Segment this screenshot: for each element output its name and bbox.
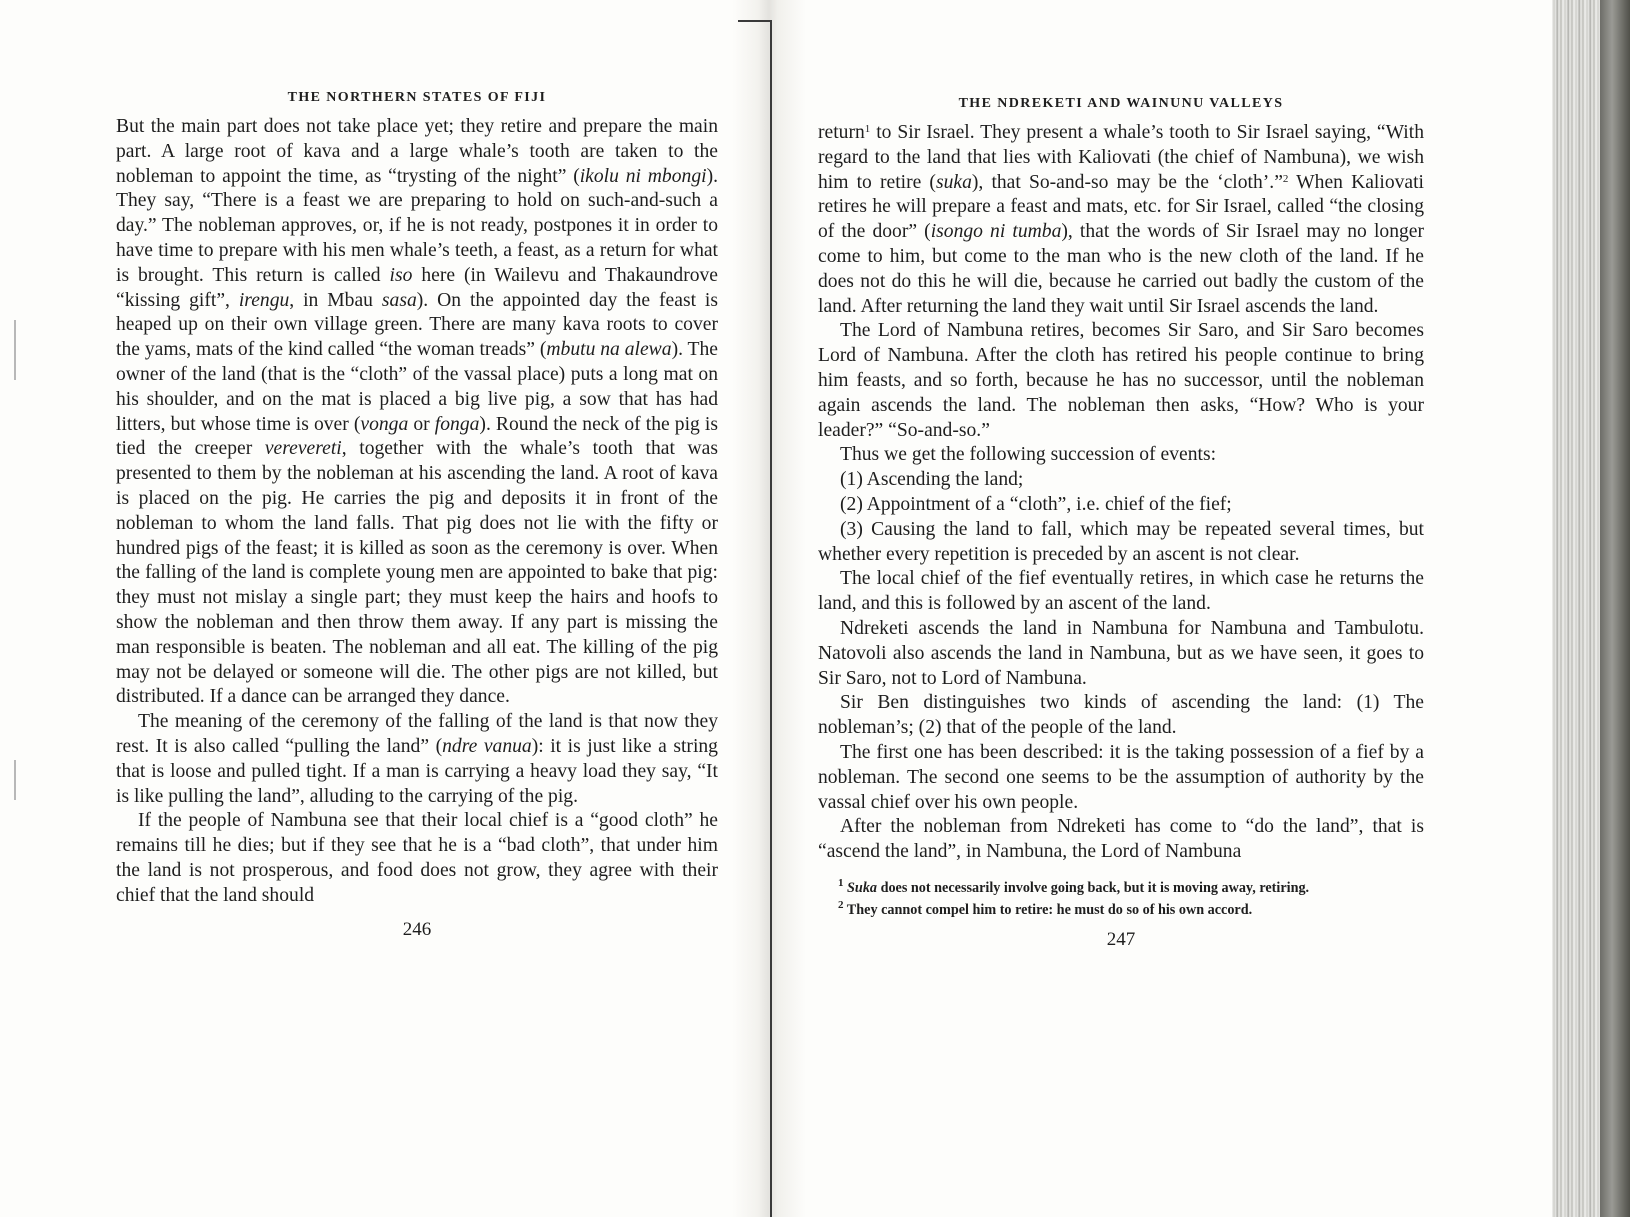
footnote: $^1$ Suka does not necessarily involve going back, but it is moving away, retiring. (838, 876, 1310, 896)
footnote: $^2$ They cannot compel him to retire: he must do so of his own accord. (838, 898, 1253, 918)
gutter-fold-line (770, 20, 772, 1217)
book-gutter (732, 0, 806, 1217)
margin-mark (14, 320, 16, 380)
right-body-text (818, 121, 1424, 865)
left-page (116, 88, 718, 941)
margin-mark (14, 760, 16, 800)
paragraph: The first one has been described: it is the taking possession of a fief by a nobleman. The second one seems to be the assumption of authority by the vassal chief over his own people. (818, 741, 1424, 813)
paragraph: The Lord of Nambuna retires, becomes Sir Saro, and Sir Saro becomes Lord of Nambuna. After the cloth has retired his people continue to bring him feasts, and so forth, because he has no successor, until the nobleman again ascends the land. The nobleman then asks, “How? Who is your leader?” “So-and-so.” (818, 320, 1424, 441)
paragraph: The local chief of the fief eventually retires, in which case he returns the land, and this is followed by an ascent of the land. (818, 568, 1424, 615)
paragraph: The meaning of the ceremony of the falling of the land is that now they rest. It is also called “pulling the land” (ndre vanua): it is just like a string that is loose and pulled tight. If a man is carrying a heavy load they say, “It is like pulling the land”, alluding to the carrying of the pig. (116, 711, 718, 807)
paragraph: Sir Ben distinguishes two kinds of ascending the land: (1) The nobleman’s; (2) that of the people of the land. (818, 692, 1424, 739)
page-number: 246 (402, 918, 432, 940)
paragraph: But the main part does not take place yet; they retire and prepare the main part. A large root of kava and a large whale’s tooth are taken to the nobleman to appoint the time, as “trysting of the night” (ikolu ni mbongi). They say, “There is a feast we are preparing to hold on such-and-such a day.” The nobleman approves, or, if he is not ready, postpones it in order to have time to prepare with his men whale’s teeth, a feast, as a return for what is brought. This return is called iso here (in Wailevu and Thakaundrove “kissing gift”, irengu, in Mbau sasa). On the appointed day the feast is heaped up on their own village green. There are many kava roots to cover the yams, mats of the kind called “the woman treads” (mbutu na alewa). The owner of the land (that is the “cloth” of the vassal place) puts a long mat on his shoulder, and on the mat is placed a big live pig, a sow that has had litters, but whose time is over (vonga or fonga). Round the neck of the pig is tied the creeper verevereti, together with the whale’s tooth that was presented to them by the nobleman at his ascending the land. A root of kava is placed on the pig. He carries the pig and deposits it in front of the nobleman to whom the land falls. That pig does not lie with the fifty or hundred pigs of the feast; it is killed as soon as the ceremony is over. When the falling of the land is complete young men are appointed to bake that pig: they must not mislay a single part; they must keep the hairs and hoofs to show the nobleman and then throw them away. If any part is missing the man responsible is beaten. The nobleman and all eat. The killing of the pig may not be delayed or someone will die. The other pigs are not killed, but distributed. If a dance can be arranged they dance. (116, 116, 719, 708)
list-item: (3) Causing the land to fall, which may be repeated several times, but whether every repetition is preceded by an ascent is not clear. (818, 518, 1424, 565)
footnotes (818, 876, 1424, 919)
left-body-text (116, 115, 718, 909)
running-header: THE NORTHERN STATES OF FIJI (287, 90, 547, 105)
right-page (818, 94, 1424, 951)
paragraph: Ndreketi ascends the land in Nambuna for Nambuna and Tambulotu. Natovoli also ascends the land in Nambuna, but as we have seen, it goes to Sir Saro, not to Lord of Nambuna. (818, 617, 1424, 689)
list-item: (2) Appointment of a “cloth”, i.e. chief of the fief; (840, 493, 1232, 515)
paragraph: If the people of Nambuna see that their local chief is a “good cloth” he remains till he dies; but if they see that he is a “bad cloth”, that under him the land is not prosperous, and food does not grow, they agree with their chief that the land should (116, 810, 718, 906)
paragraph: Thus we get the following succession of events: (840, 444, 1217, 466)
paragraph: After the nobleman from Ndreketi has come to “do the land”, that is “ascend the land”, in Nambuna, the Lord of Nambuna (818, 816, 1424, 863)
gutter-tick (738, 20, 772, 22)
book-cover-edge (1600, 0, 1630, 1217)
paragraph: return$^1$ to Sir Israel. They present a whale’s tooth to Sir Israel saying, “With regard to the land that lies with Kaliovati (the chief of Nambuna), we wish him to retire (suka), that So-and-so may be the ‘cloth’.”$^2$ When Kaliovati retires he will prepare a feast and mats, etc. for Sir Israel, called “the closing of the door” (isongo ni tumba), that the words of Sir Israel may no longer come to him, but come to the man who is the new cloth of the land. If he does not do this he will die, because he carried out badly the custom of the land. After returning the land they wait until Sir Israel ascends the land. (818, 122, 1425, 317)
list-item: (1) Ascending the land; (840, 469, 1024, 491)
running-header: THE NDREKETI AND WAINUNU VALLEYS (958, 96, 1284, 111)
page-number: 247 (1106, 928, 1136, 950)
